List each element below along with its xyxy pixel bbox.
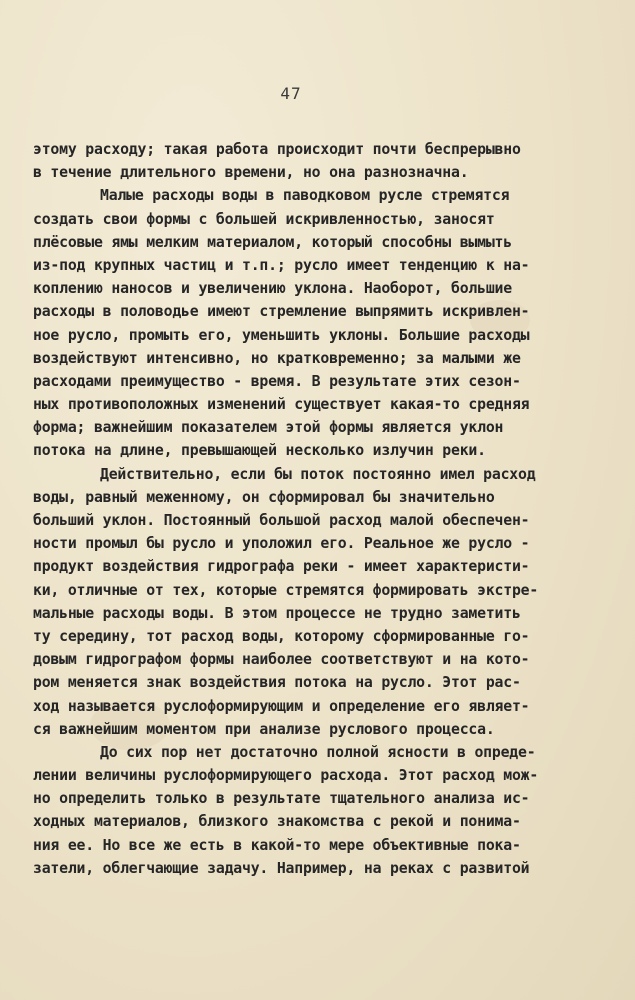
text-line: но определить только в результате тщательного анализа ис- [33, 790, 530, 808]
text-line: ки, отличные от тех, которые стремятся формировать экстре- [33, 581, 539, 599]
text-line: в течение длительного времени, но она разнозначна. [33, 164, 469, 182]
text-line: ных противоположных изменений существует какая-то средняя [33, 396, 530, 414]
text-line: ния ее. Но все же есть в какой-то мере объективные пока- [33, 836, 521, 854]
text-line: ром меняется знак воздействия потока на русло. Этот рас- [33, 674, 521, 692]
text-line: расходами преимущество - время. В результате этих сезон- [33, 372, 521, 390]
text-line: продукт воздействия гидрографа реки - имеет характеристи- [33, 558, 530, 576]
text-line: потока на длине, превышающей несколько излучин реки. [33, 442, 486, 460]
text-line: ся важнейшим моментом при анализе руслового процесса. [33, 720, 495, 738]
text-line: форма; важнейшим показателем этой формы является уклон [33, 419, 504, 437]
text-line: ходных материалов, близкого знакомства с рекой и понима- [33, 813, 521, 831]
text-line: из-под крупных частиц и т.п.; русло имеет тенденцию к на- [33, 256, 530, 274]
text-line: воды, равный меженному, он сформировал бы значительно [33, 488, 495, 506]
text-line: создать свои формы с большей искривленностью, заносят [33, 210, 495, 228]
text-line: ное русло, промыть его, уменьшить уклоны. Большие расходы [33, 326, 530, 344]
text-line: этому расходу; такая работа происходит почти беспрерывно [33, 141, 521, 158]
text-line: больший уклон. Постоянный большой расход малой обеспечен- [33, 512, 530, 529]
page-number: 47 [280, 84, 302, 103]
text-line: ности промыл бы русло и уположил его. Реальное же русло - [33, 535, 530, 553]
text-line: мальные расходы воды. В этом процессе не трудно заметить [33, 604, 521, 622]
text-line: До сих пор нет достаточно полной ясности в опреде- [100, 743, 536, 761]
body-text [33, 138, 593, 880]
text-line: расходы в половодье имеют стремление выпрямить искривлен- [33, 303, 530, 321]
text-line: довым гидрографом формы наиболее соответствуют и на кото- [33, 651, 530, 669]
text-line: ход называется руслоформирующим и определение его являет- [33, 697, 530, 715]
text-line: Малые расходы воды в паводковом русле стремятся [100, 187, 510, 205]
text-line: воздействуют интенсивно, но кратковременно; за малыми же [33, 349, 521, 367]
text-line: лении величины руслоформирующего расхода. Этот расход мож- [33, 767, 539, 785]
text-line: ту середину, тот расход воды, которому сформированные го- [33, 627, 530, 645]
text-line: Действительно, если бы поток постоянно имел расход [100, 465, 536, 483]
text-line: плёсовые ямы мелким материалом, который способны вымыть [33, 233, 512, 251]
text-line: коплению наносов и увеличению уклона. Наоборот, большие [33, 280, 512, 298]
text-line: затели, облегчающие задачу. Например, на реках с развитой [33, 859, 530, 877]
